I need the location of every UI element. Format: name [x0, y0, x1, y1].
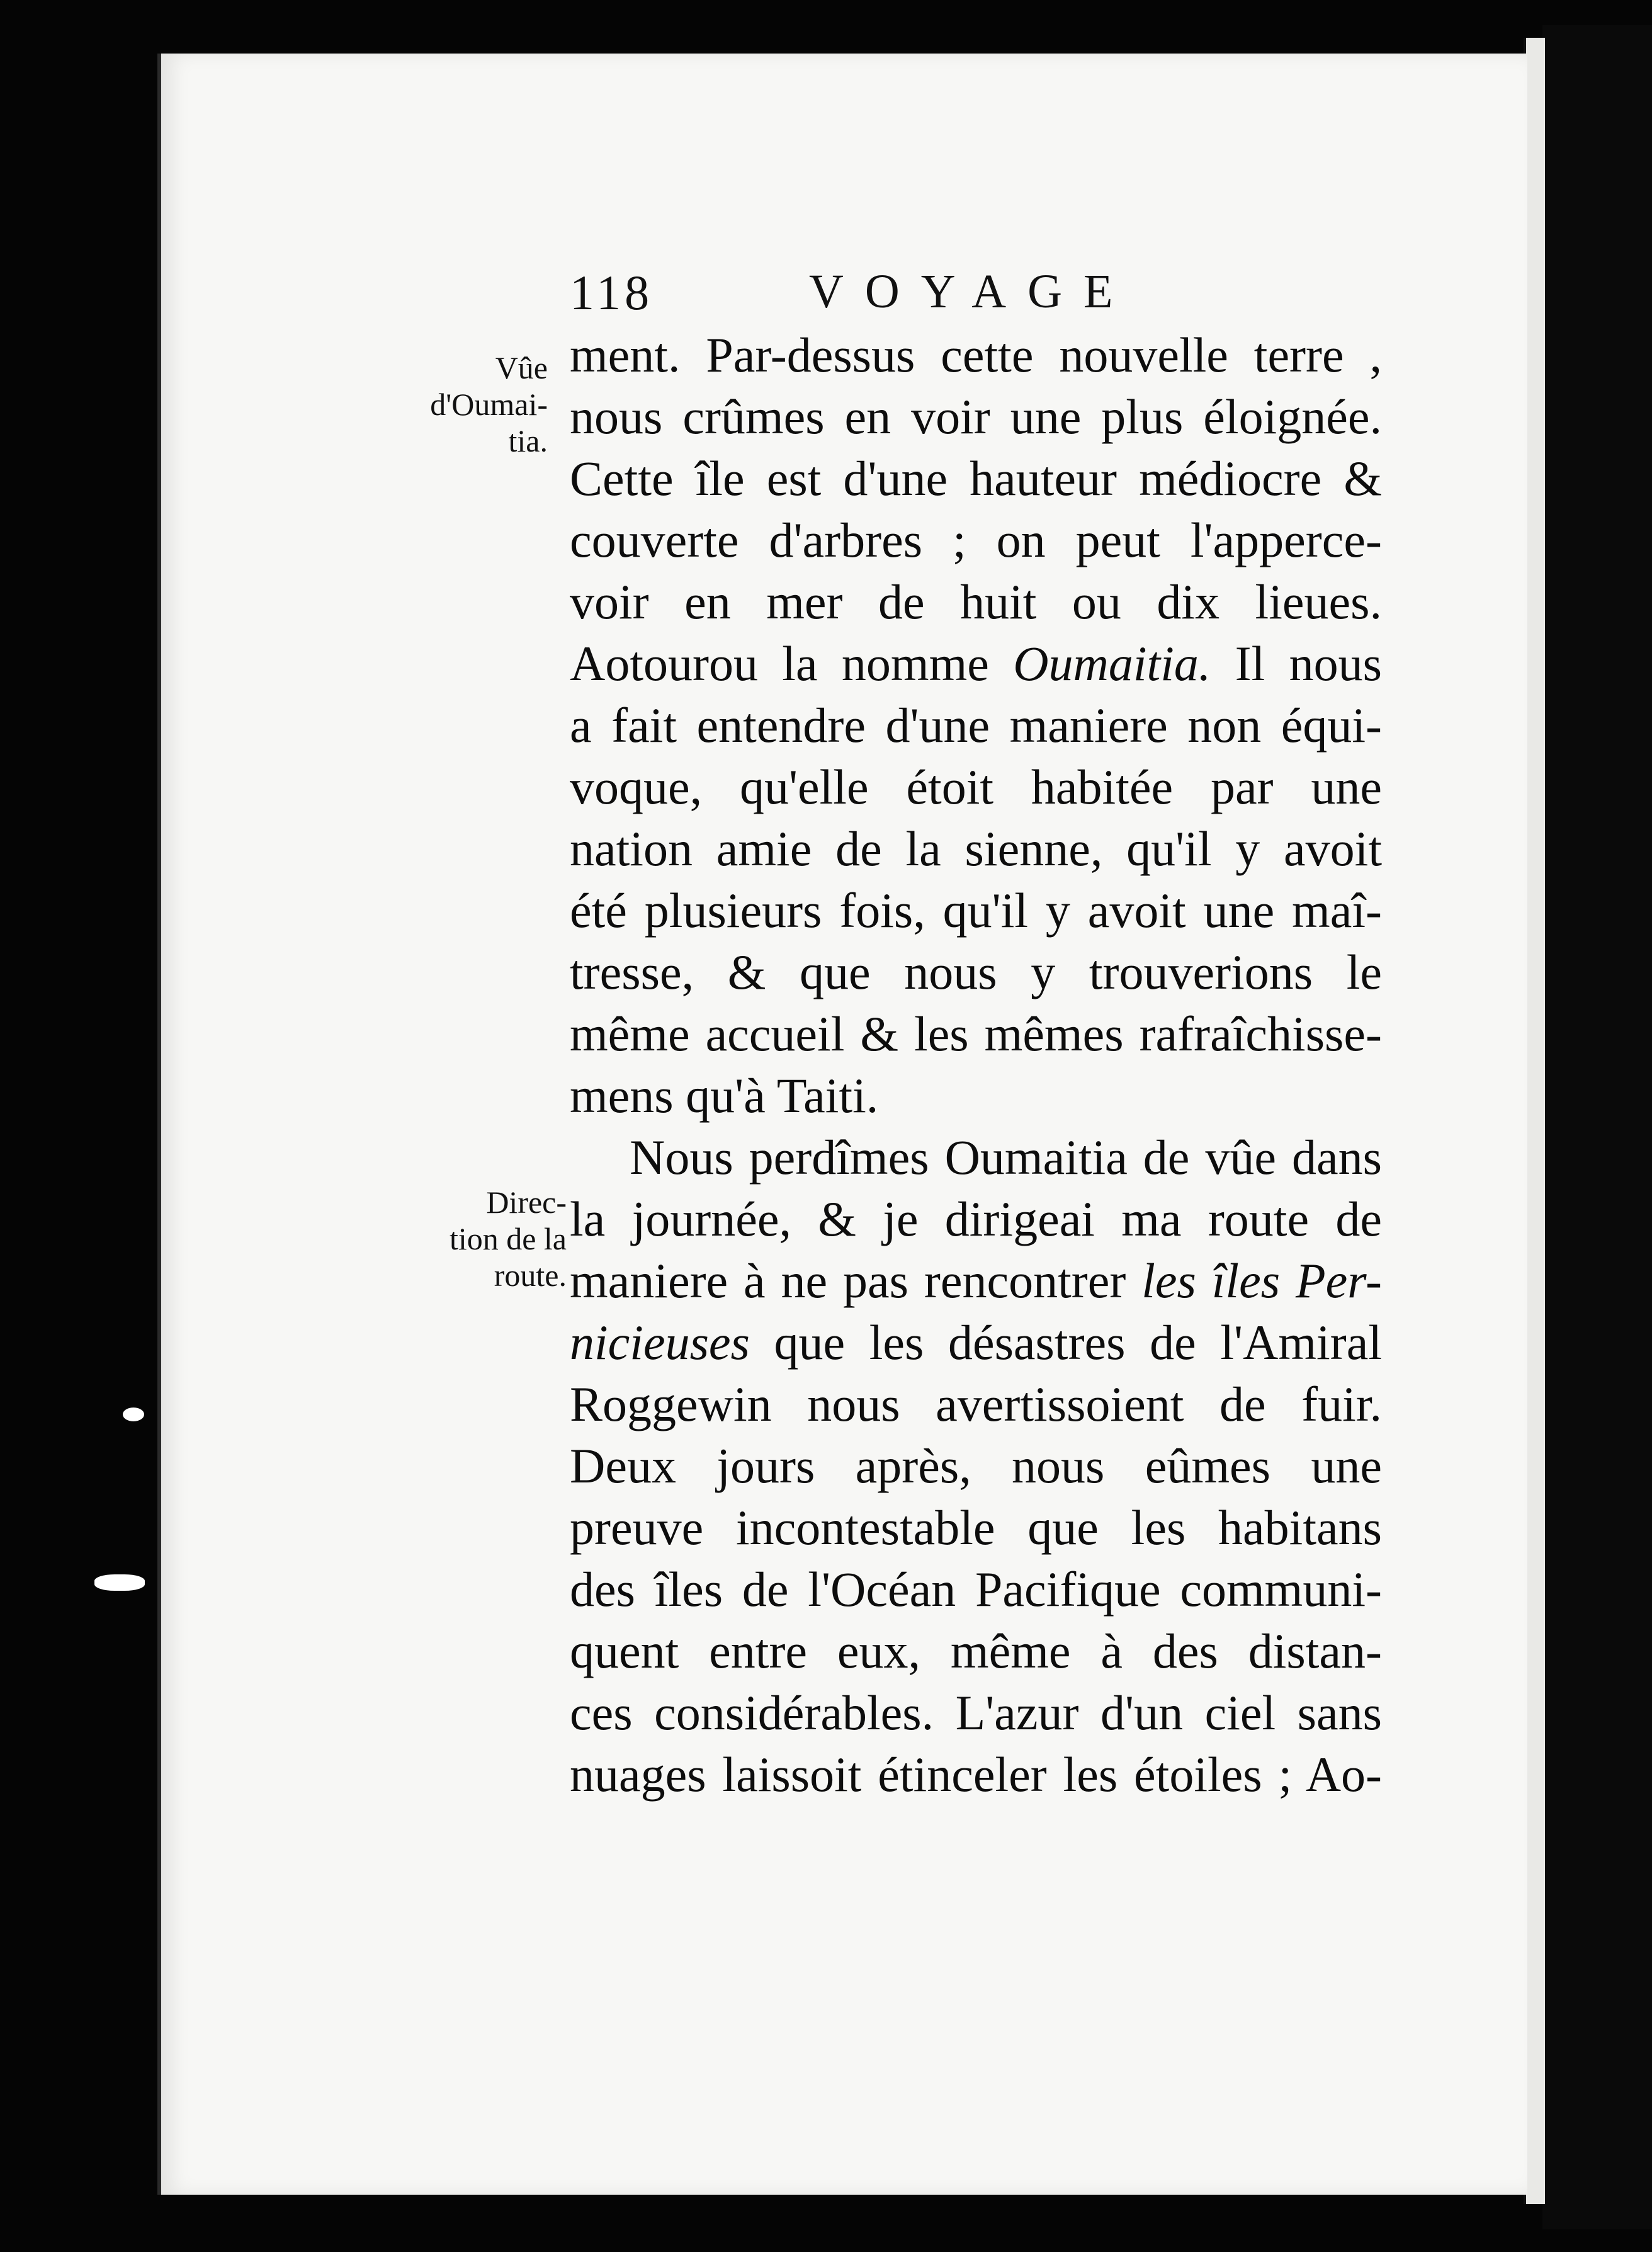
text-line: des îles de l'Océan Pacifique communi-: [570, 1562, 1382, 1617]
text-line: nous crûmes en voir une plus éloignée.: [570, 389, 1382, 444]
text-fragment: Aotourou la nomme: [570, 636, 1014, 691]
text-line: voque, qu'elle étoit habitée par une: [570, 759, 1382, 814]
italic-place-name: Oumaitia.: [1013, 636, 1211, 691]
text-line: Nous perdîmes Oumaitia de vûe dans: [630, 1130, 1382, 1185]
text-line: nation amie de la sienne, qu'il y avoit: [570, 821, 1382, 876]
text-line: mens qu'à Taiti.: [570, 1068, 879, 1123]
running-title: VOYAGE: [809, 265, 1134, 318]
text-fragment: que les désastres de l'Amiral: [749, 1315, 1382, 1370]
text-line: voir en mer de huit ou dix lieues.: [570, 574, 1382, 629]
text-line: Deux jours après, nous eûmes une: [570, 1438, 1382, 1493]
marginal-note-oumaitia: [397, 350, 548, 459]
italic-place-name: Per-: [1295, 1253, 1382, 1308]
text-line: la journée, & je dirigeai ma route de: [570, 1191, 1382, 1246]
text-line: preuve incontestable que les habitans: [570, 1500, 1382, 1555]
text-line: Roggewin nous avertissoient de fuir.: [570, 1377, 1382, 1431]
scan-speck: [123, 1408, 144, 1421]
body-text: [570, 324, 1382, 1806]
marginal-line: tion de la: [449, 1221, 567, 1256]
marginal-line: Vûe: [495, 350, 548, 385]
text-line: été plusieurs fois, qu'il y avoit une maî-: [570, 883, 1382, 938]
marginal-line: tia.: [508, 423, 548, 458]
marginal-line: route.: [494, 1258, 567, 1293]
text-fragment: Il nous: [1211, 636, 1382, 691]
marginal-note-direction: [416, 1184, 567, 1294]
facing-page-edge: [1542, 25, 1652, 2229]
text-line: quent entre eux, même à des distan-: [570, 1624, 1382, 1678]
italic-place-name: les îles: [1141, 1253, 1296, 1308]
text-line: [570, 1250, 1382, 1312]
text-line: [570, 633, 1382, 695]
running-head: [570, 264, 1451, 334]
text-line: couverte d'arbres ; on peut l'apperce-: [570, 513, 1382, 567]
marginal-line: d'Oumai-: [430, 387, 548, 422]
text-line: tresse, & que nous y trouverions le: [570, 945, 1382, 999]
page-number: 118: [570, 265, 653, 320]
text-line: ment. Par-dessus cette nouvelle terre ,: [570, 327, 1382, 382]
text-line: [570, 1312, 1382, 1373]
text-line: nuages laissoit étinceler les étoiles ; Ao-: [570, 1747, 1382, 1802]
text-line: Cette île est d'une hauteur médiocre &: [570, 451, 1382, 506]
text-line: ces considérables. L'azur d'un ciel sans: [570, 1685, 1382, 1740]
text-line: même accueil & les mêmes rafraîchisse-: [570, 1006, 1382, 1061]
marginal-line: Direc-: [486, 1185, 567, 1220]
text-fragment: maniere à ne pas rencontrer: [570, 1253, 1142, 1308]
text-line: a fait entendre d'une maniere non équi-: [570, 698, 1382, 753]
italic-place-name: nicieuses: [570, 1315, 750, 1370]
scan-speck: [94, 1574, 145, 1591]
